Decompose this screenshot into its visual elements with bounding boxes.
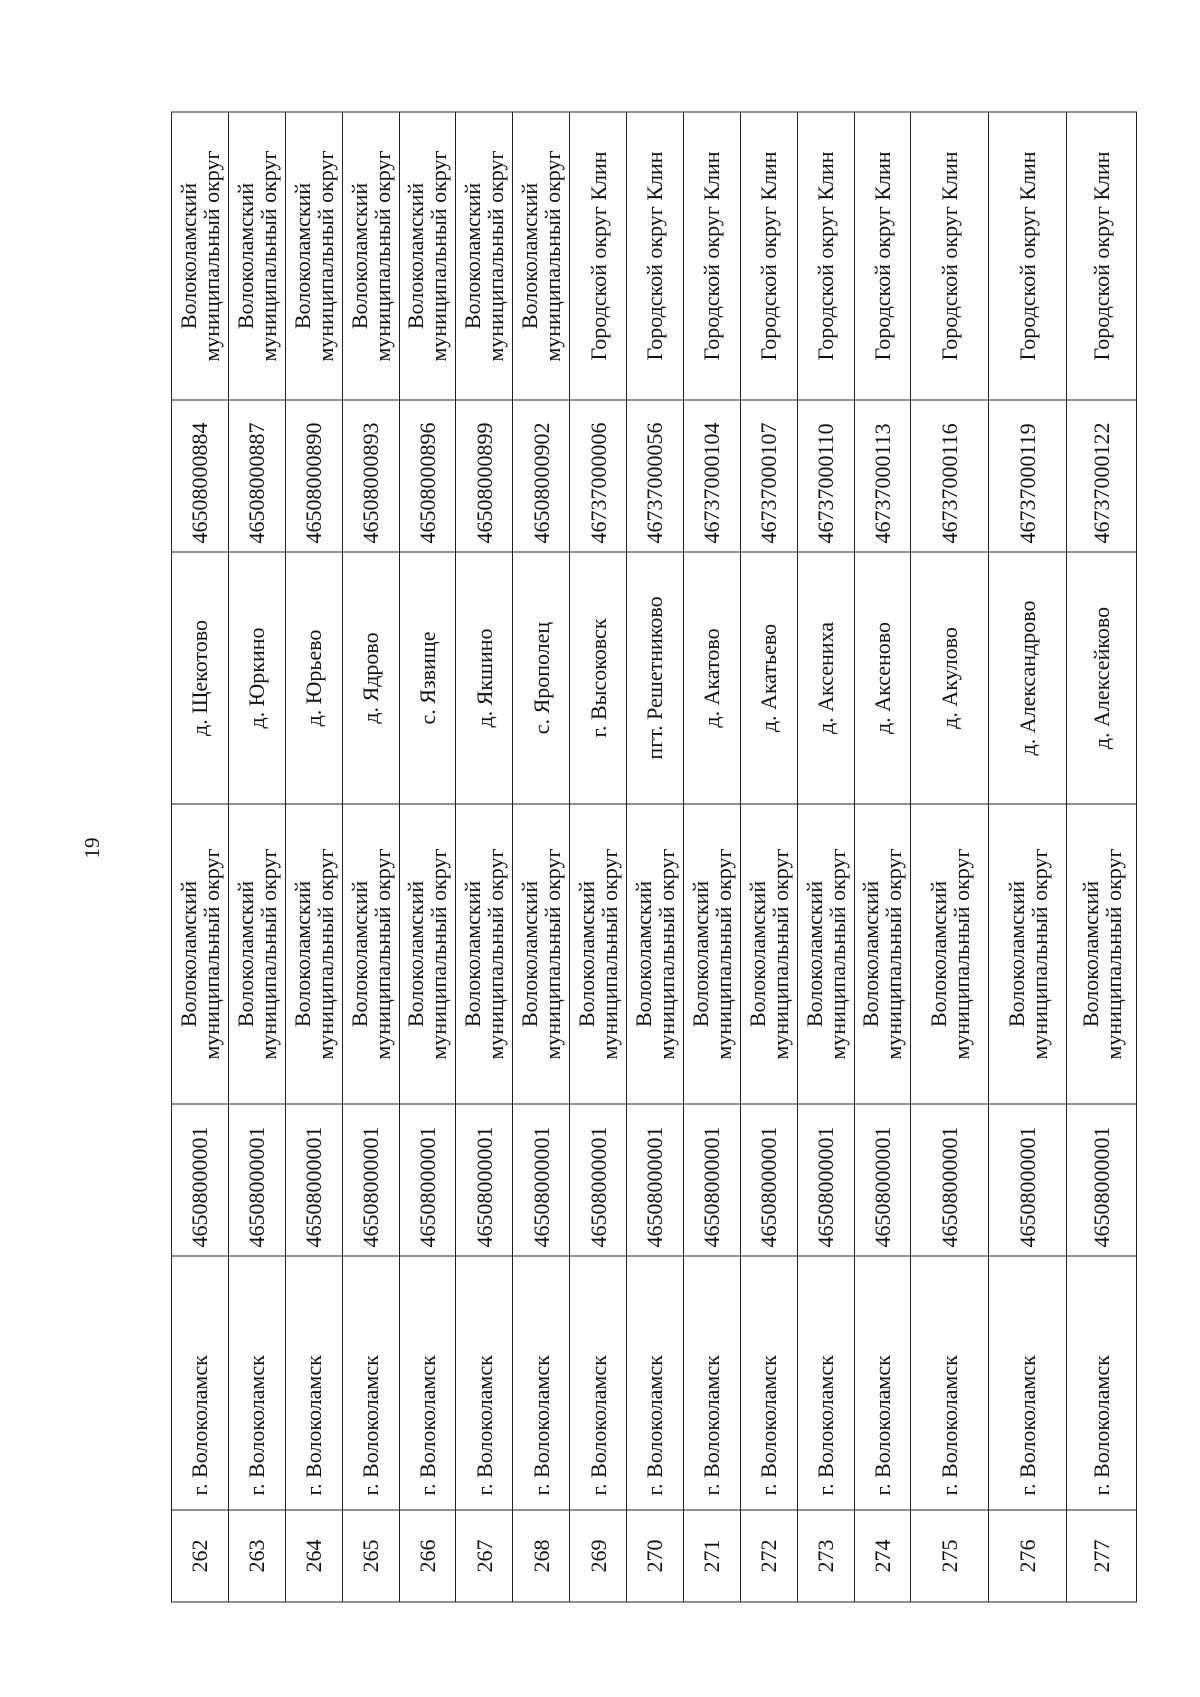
table-body xyxy=(172,112,1137,1602)
source-code-cell: 46508000001 xyxy=(456,1104,513,1256)
source-city-cell: г. Волоколамск xyxy=(627,1256,684,1510)
table-row xyxy=(456,112,513,1602)
source-code-cell: 46508000001 xyxy=(228,1104,285,1256)
source-municipality-cell: Волоколамский муниципальный округ xyxy=(989,804,1067,1104)
settlement-municipality-cell: Городской округ Клин xyxy=(627,112,684,400)
row-number-cell: 264 xyxy=(285,1510,342,1602)
settlement-municipality-cell: Волоколамский муниципальный округ xyxy=(285,112,342,400)
table-row xyxy=(627,112,684,1602)
source-city-cell: г. Волоколамск xyxy=(172,1256,229,1510)
row-number-cell: 266 xyxy=(399,1510,456,1602)
table-row xyxy=(570,112,627,1602)
source-municipality-cell: Волоколамский муниципальный округ xyxy=(911,804,989,1104)
settlement-name-cell: д. Акатьево xyxy=(740,552,797,804)
settlement-code-cell: 46737000056 xyxy=(627,400,684,552)
row-number-cell: 275 xyxy=(911,1510,989,1602)
source-city-cell: г. Волоколамск xyxy=(797,1256,854,1510)
source-code-cell: 46508000001 xyxy=(797,1104,854,1256)
settlement-name-cell: д. Акатово xyxy=(683,552,740,804)
source-code-cell: 46508000001 xyxy=(911,1104,989,1256)
source-code-cell: 46508000001 xyxy=(570,1104,627,1256)
source-municipality-cell: Волоколамский муниципальный округ xyxy=(570,804,627,1104)
row-number-cell: 263 xyxy=(228,1510,285,1602)
settlement-municipality-cell: Городской округ Клин xyxy=(911,112,989,400)
table-row xyxy=(285,112,342,1602)
row-number-cell: 269 xyxy=(570,1510,627,1602)
source-code-cell: 46508000001 xyxy=(683,1104,740,1256)
settlement-municipality-cell: Городской округ Клин xyxy=(1067,112,1137,400)
row-number-cell: 274 xyxy=(854,1510,911,1602)
source-code-cell: 46508000001 xyxy=(989,1104,1067,1256)
source-city-cell: г. Волоколамск xyxy=(740,1256,797,1510)
table-row xyxy=(228,112,285,1602)
source-municipality-cell: Волоколамский муниципальный округ xyxy=(797,804,854,1104)
settlement-municipality-cell: Городской округ Клин xyxy=(683,112,740,400)
settlement-municipality-cell: Волоколамский муниципальный округ xyxy=(399,112,456,400)
settlement-municipality-cell: Городской округ Клин xyxy=(989,112,1067,400)
source-municipality-cell: Волоколамский муниципальный округ xyxy=(627,804,684,1104)
source-code-cell: 46508000001 xyxy=(513,1104,570,1256)
row-number-cell: 265 xyxy=(342,1510,399,1602)
source-city-cell: г. Волоколамск xyxy=(228,1256,285,1510)
settlement-municipality-cell: Волоколамский муниципальный округ xyxy=(456,112,513,400)
settlement-municipality-cell: Городской округ Клин xyxy=(797,112,854,400)
settlement-code-cell: 46508000887 xyxy=(228,400,285,552)
settlement-code-cell: 46737000110 xyxy=(797,400,854,552)
row-number-cell: 272 xyxy=(740,1510,797,1602)
settlement-name-cell: д. Щекотово xyxy=(172,552,229,804)
source-city-cell: г. Волоколамск xyxy=(513,1256,570,1510)
source-municipality-cell: Волоколамский муниципальный округ xyxy=(683,804,740,1104)
row-number-cell: 268 xyxy=(513,1510,570,1602)
source-code-cell: 46508000001 xyxy=(627,1104,684,1256)
settlement-code-cell: 46737000113 xyxy=(854,400,911,552)
page-number: 19 xyxy=(80,837,104,859)
settlement-code-cell: 46508000884 xyxy=(172,400,229,552)
source-municipality-cell: Волоколамский муниципальный округ xyxy=(1067,804,1137,1104)
source-city-cell: г. Волоколамск xyxy=(399,1256,456,1510)
source-code-cell: 46508000001 xyxy=(285,1104,342,1256)
table-row xyxy=(172,112,229,1602)
source-code-cell: 46508000001 xyxy=(1067,1104,1137,1256)
source-city-cell: г. Волоколамск xyxy=(911,1256,989,1510)
settlement-municipality-cell: Городской округ Клин xyxy=(740,112,797,400)
source-city-cell: г. Волоколамск xyxy=(1067,1256,1137,1510)
source-code-cell: 46508000001 xyxy=(740,1104,797,1256)
settlement-name-cell: с. Ярополец xyxy=(513,552,570,804)
settlement-municipality-cell: Волоколамский муниципальный округ xyxy=(342,112,399,400)
settlement-name-cell: д. Юркино xyxy=(228,552,285,804)
source-city-cell: г. Волоколамск xyxy=(683,1256,740,1510)
settlement-name-cell: д. Акулово xyxy=(911,552,989,804)
source-code-cell: 46508000001 xyxy=(399,1104,456,1256)
settlement-code-cell: 46508000890 xyxy=(285,400,342,552)
settlement-code-cell: 46737000116 xyxy=(911,400,989,552)
source-city-cell: г. Волоколамск xyxy=(854,1256,911,1510)
settlement-name-cell: д. Алексейково xyxy=(1067,552,1137,804)
table-container xyxy=(171,112,1137,1602)
source-municipality-cell: Волоколамский муниципальный округ xyxy=(456,804,513,1104)
row-number-cell: 270 xyxy=(627,1510,684,1602)
source-municipality-cell: Волоколамский муниципальный округ xyxy=(854,804,911,1104)
settlement-code-cell: 46508000899 xyxy=(456,400,513,552)
source-municipality-cell: Волоколамский муниципальный округ xyxy=(342,804,399,1104)
table-row xyxy=(399,112,456,1602)
table-row xyxy=(1067,112,1137,1602)
settlement-name-cell: пгт. Решетниково xyxy=(627,552,684,804)
settlement-name-cell: д. Якшино xyxy=(456,552,513,804)
settlement-name-cell: д. Аксениха xyxy=(797,552,854,804)
source-municipality-cell: Волоколамский муниципальный округ xyxy=(285,804,342,1104)
source-code-cell: 46508000001 xyxy=(854,1104,911,1256)
settlement-code-cell: 46508000893 xyxy=(342,400,399,552)
row-number-cell: 267 xyxy=(456,1510,513,1602)
settlement-name-cell: г. Высоковск xyxy=(570,552,627,804)
source-city-cell: г. Волоколамск xyxy=(456,1256,513,1510)
table-row xyxy=(854,112,911,1602)
source-code-cell: 46508000001 xyxy=(342,1104,399,1256)
source-municipality-cell: Волоколамский муниципальный округ xyxy=(740,804,797,1104)
source-city-cell: г. Волоколамск xyxy=(342,1256,399,1510)
table-row xyxy=(683,112,740,1602)
source-city-cell: г. Волоколамск xyxy=(989,1256,1067,1510)
settlement-name-cell: д. Юрьево xyxy=(285,552,342,804)
settlement-code-cell: 46508000902 xyxy=(513,400,570,552)
settlement-municipality-cell: Волоколамский муниципальный округ xyxy=(228,112,285,400)
source-municipality-cell: Волоколамский муниципальный округ xyxy=(172,804,229,1104)
row-number-cell: 276 xyxy=(989,1510,1067,1602)
settlement-code-cell: 46737000119 xyxy=(989,400,1067,552)
table-row xyxy=(740,112,797,1602)
table-row xyxy=(513,112,570,1602)
source-municipality-cell: Волоколамский муниципальный округ xyxy=(513,804,570,1104)
settlement-municipality-cell: Волоколамский муниципальный округ xyxy=(513,112,570,400)
table-row xyxy=(911,112,989,1602)
settlement-code-cell: 46737000006 xyxy=(570,400,627,552)
settlement-code-cell: 46737000122 xyxy=(1067,400,1137,552)
settlement-code-cell: 46737000107 xyxy=(740,400,797,552)
source-code-cell: 46508000001 xyxy=(172,1104,229,1256)
source-city-cell: г. Волоколамск xyxy=(570,1256,627,1510)
row-number-cell: 273 xyxy=(797,1510,854,1602)
row-number-cell: 262 xyxy=(172,1510,229,1602)
source-city-cell: г. Волоколамск xyxy=(285,1256,342,1510)
settlement-name-cell: с. Язвище xyxy=(399,552,456,804)
source-municipality-cell: Волоколамский муниципальный округ xyxy=(228,804,285,1104)
settlement-municipality-cell: Городской округ Клин xyxy=(854,112,911,400)
settlement-municipality-cell: Городской округ Клин xyxy=(570,112,627,400)
settlement-name-cell: д. Александрово xyxy=(989,552,1067,804)
settlement-code-cell: 46737000104 xyxy=(683,400,740,552)
settlement-name-cell: д. Ядрово xyxy=(342,552,399,804)
settlement-code-cell: 46508000896 xyxy=(399,400,456,552)
settlement-name-cell: д. Аксеново xyxy=(854,552,911,804)
settlements-table xyxy=(171,112,1137,1603)
source-municipality-cell: Волоколамский муниципальный округ xyxy=(399,804,456,1104)
settlement-municipality-cell: Волоколамский муниципальный округ xyxy=(172,112,229,400)
table-row xyxy=(342,112,399,1602)
table-row xyxy=(797,112,854,1602)
row-number-cell: 277 xyxy=(1067,1510,1137,1602)
table-row xyxy=(989,112,1067,1602)
row-number-cell: 271 xyxy=(683,1510,740,1602)
